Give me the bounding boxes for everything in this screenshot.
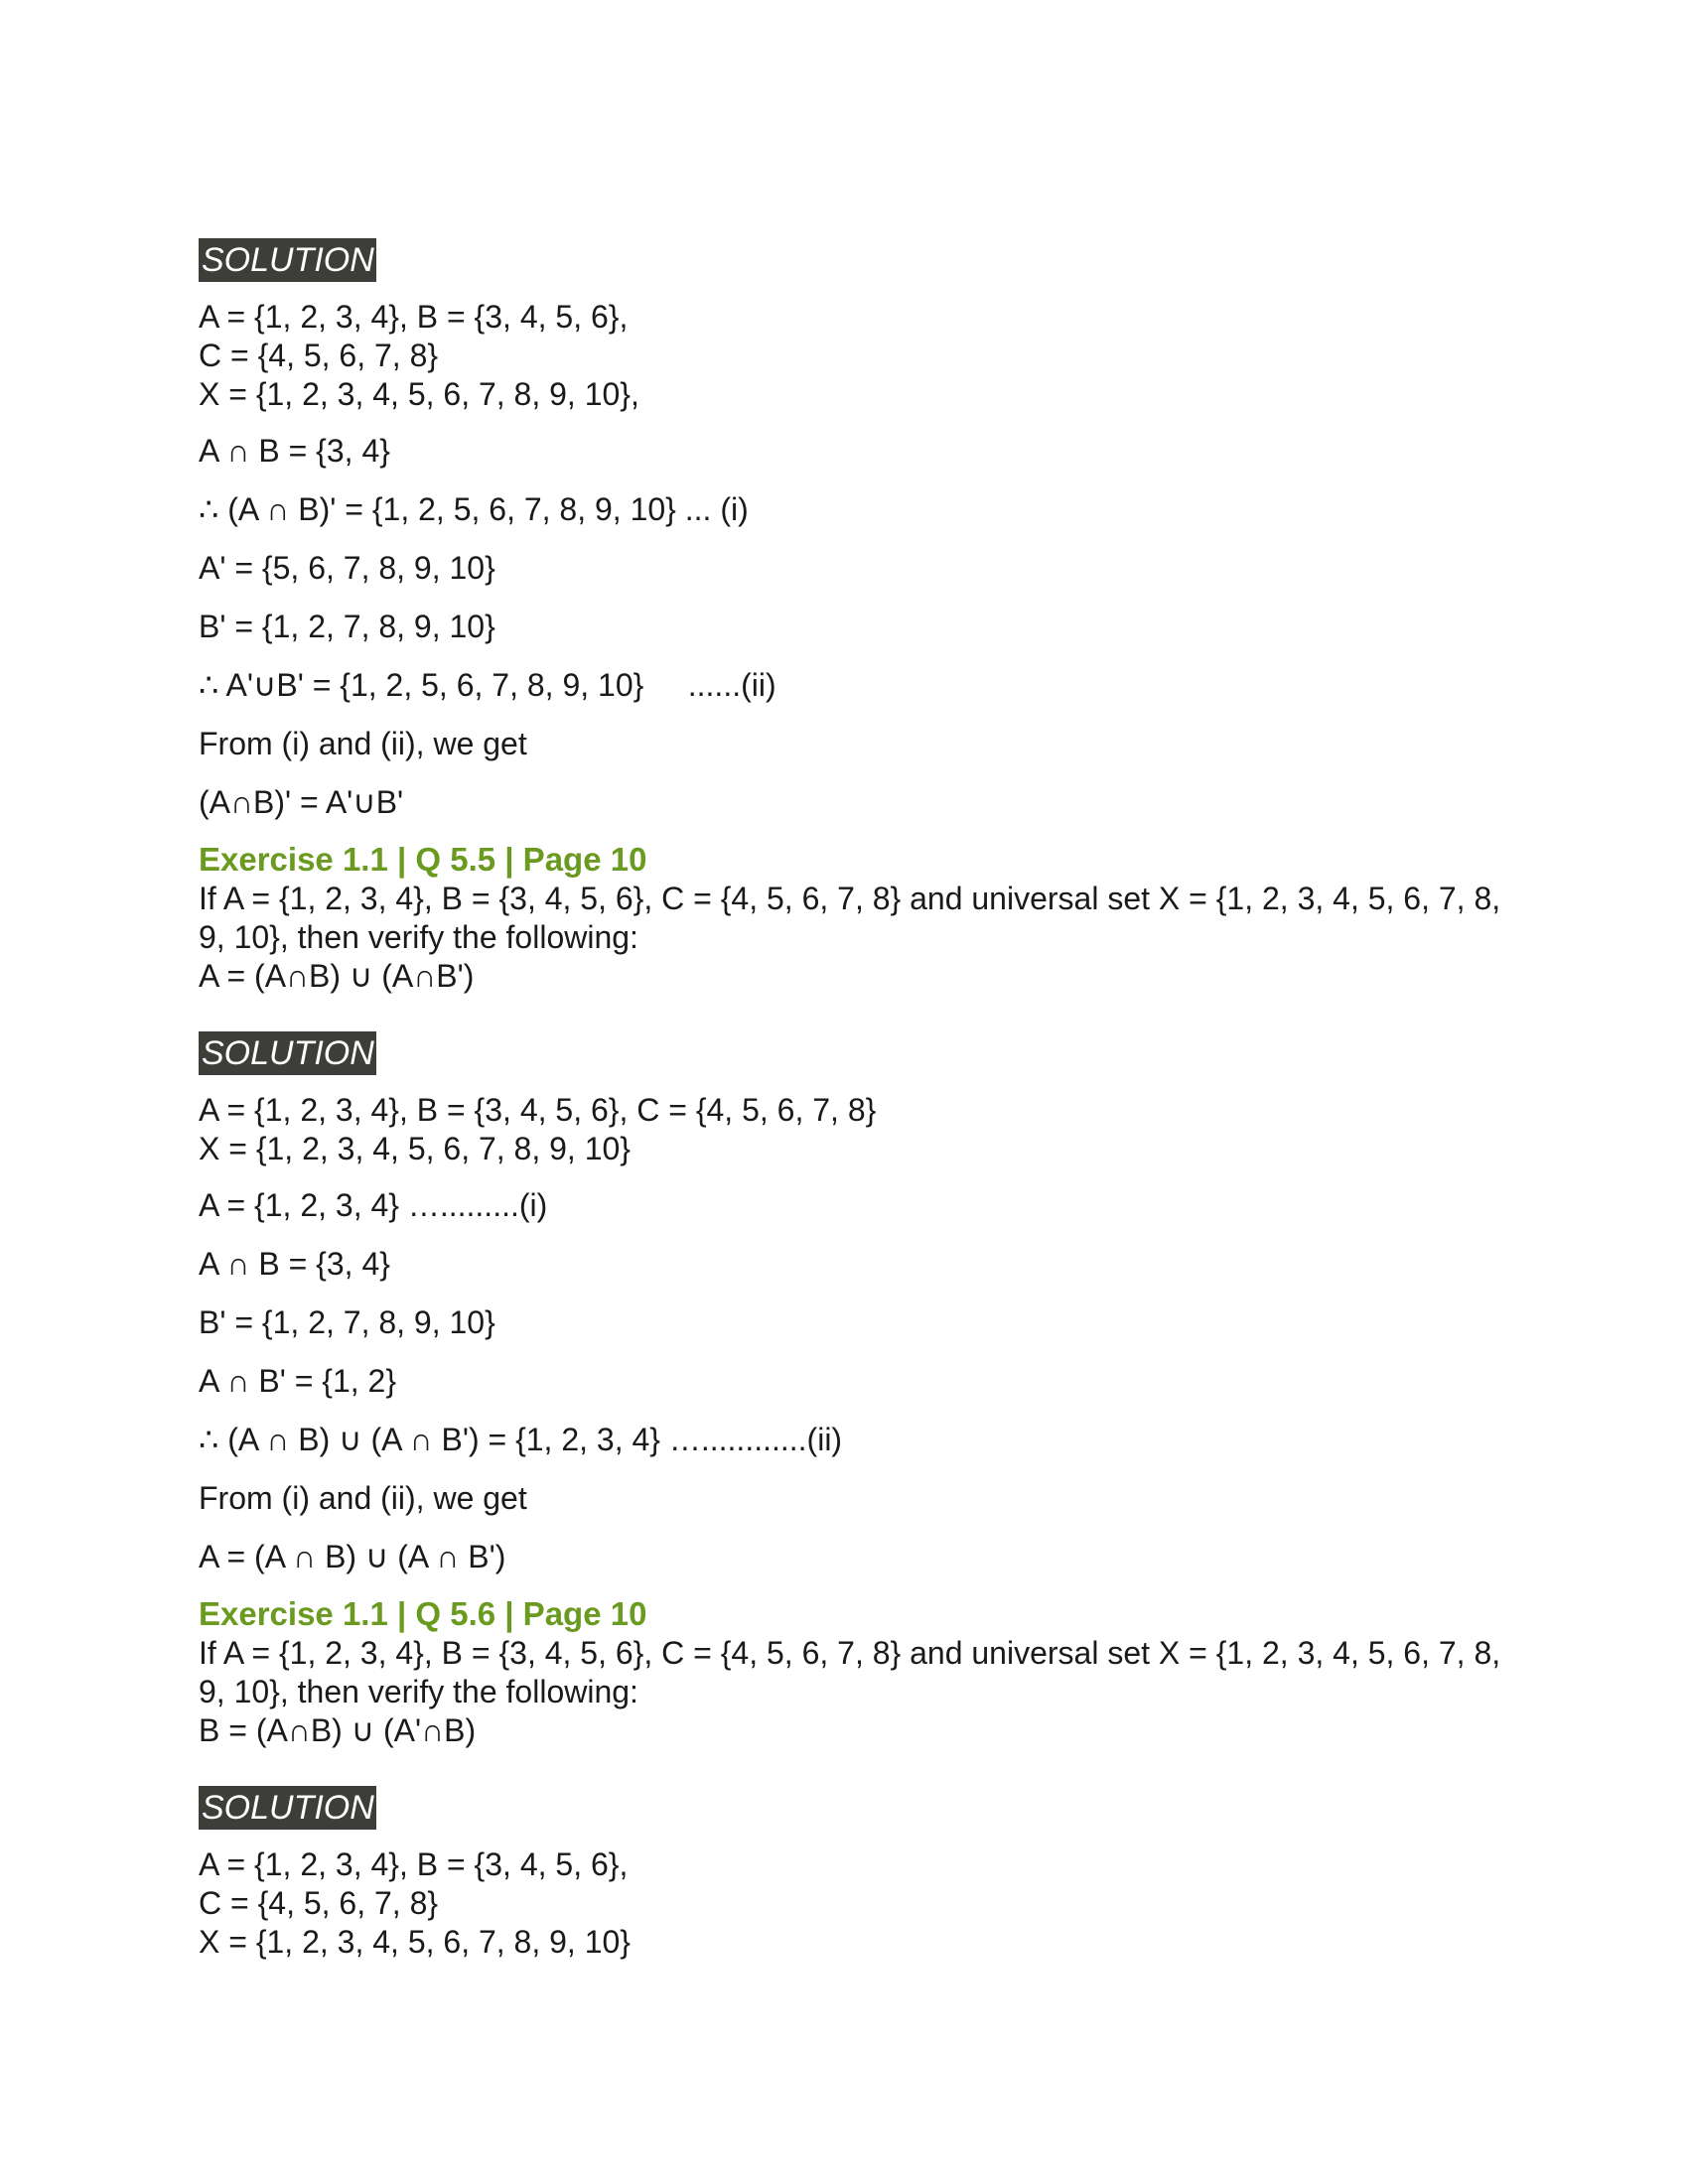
solution-line: X = {1, 2, 3, 4, 5, 6, 7, 8, 9, 10}, (199, 376, 639, 412)
solution-block-3 (199, 1786, 1509, 1962)
solution-line: X = {1, 2, 3, 4, 5, 6, 7, 8, 9, 10} (199, 1924, 631, 1960)
solution-badge: SOLUTION (199, 1786, 376, 1830)
solution-line: A = {1, 2, 3, 4}, B = {3, 4, 5, 6}, (199, 299, 629, 335)
exercise-title: Exercise 1.1 | Q 5.5 | Page 10 (199, 841, 647, 878)
solution-badge: SOLUTION (199, 1031, 376, 1075)
solution-line: C = {4, 5, 6, 7, 8} (199, 1885, 439, 1921)
solution-line: From (i) and (ii), we get (199, 726, 527, 761)
exercise-title: Exercise 1.1 | Q 5.6 | Page 10 (199, 1595, 647, 1632)
solution-line: A = (A ∩ B) ∪ (A ∩ B') (199, 1539, 506, 1574)
solution-line: A = {1, 2, 3, 4} ….........(i) (199, 1187, 548, 1223)
solution-line: (A∩B)' = A'∪B' (199, 784, 404, 820)
solution-block-2 (199, 1031, 1509, 1576)
solution-line: A = {1, 2, 3, 4}, B = {3, 4, 5, 6}, C = {4, 5, 6, 7, 8} (199, 1092, 877, 1128)
solution-line: B' = {1, 2, 7, 8, 9, 10} (199, 609, 495, 644)
solution-line: ∴ A'∪B' = {1, 2, 5, 6, 7, 8, 9, 10} ......(ii) (199, 667, 776, 703)
solution-line: ∴ (A ∩ B) ∪ (A ∩ B') = {1, 2, 3, 4} …............(ii) (199, 1422, 843, 1457)
exercise-block-q5-5 (199, 840, 1509, 996)
question-statement: B = (A∩B) ∪ (A'∩B) (199, 1712, 477, 1748)
solution-line: A' = {5, 6, 7, 8, 9, 10} (199, 550, 495, 586)
solution-line: From (i) and (ii), we get (199, 1480, 527, 1516)
solution-line: X = {1, 2, 3, 4, 5, 6, 7, 8, 9, 10} (199, 1131, 631, 1166)
solution-line: B' = {1, 2, 7, 8, 9, 10} (199, 1304, 495, 1340)
solution-line: A ∩ B' = {1, 2} (199, 1363, 397, 1399)
question-text: If A = {1, 2, 3, 4}, B = {3, 4, 5, 6}, C = {4, 5, 6, 7, 8} and universal set X = {1, 2, 3, 4, 5, 6, 7, 8, 9, 10}, then verify the following: (199, 1635, 1501, 1709)
exercise-block-q5-6 (199, 1594, 1509, 1750)
question-text: If A = {1, 2, 3, 4}, B = {3, 4, 5, 6}, C = {4, 5, 6, 7, 8} and universal set X = {1, 2, 3, 4, 5, 6, 7, 8, 9, 10}, then verify the following: (199, 881, 1501, 955)
solution-line: ∴ (A ∩ B)' = {1, 2, 5, 6, 7, 8, 9, 10} ... (i) (199, 491, 749, 527)
solution-line: A ∩ B = {3, 4} (199, 1246, 390, 1282)
question-statement: A = (A∩B) ∪ (A∩B') (199, 958, 475, 994)
solution-line: C = {4, 5, 6, 7, 8} (199, 338, 439, 373)
solution-badge: SOLUTION (199, 238, 376, 282)
document-page (199, 238, 1509, 1962)
solution-line: A ∩ B = {3, 4} (199, 433, 390, 469)
solution-block-1 (199, 238, 1509, 822)
solution-line: A = {1, 2, 3, 4}, B = {3, 4, 5, 6}, (199, 1846, 629, 1882)
